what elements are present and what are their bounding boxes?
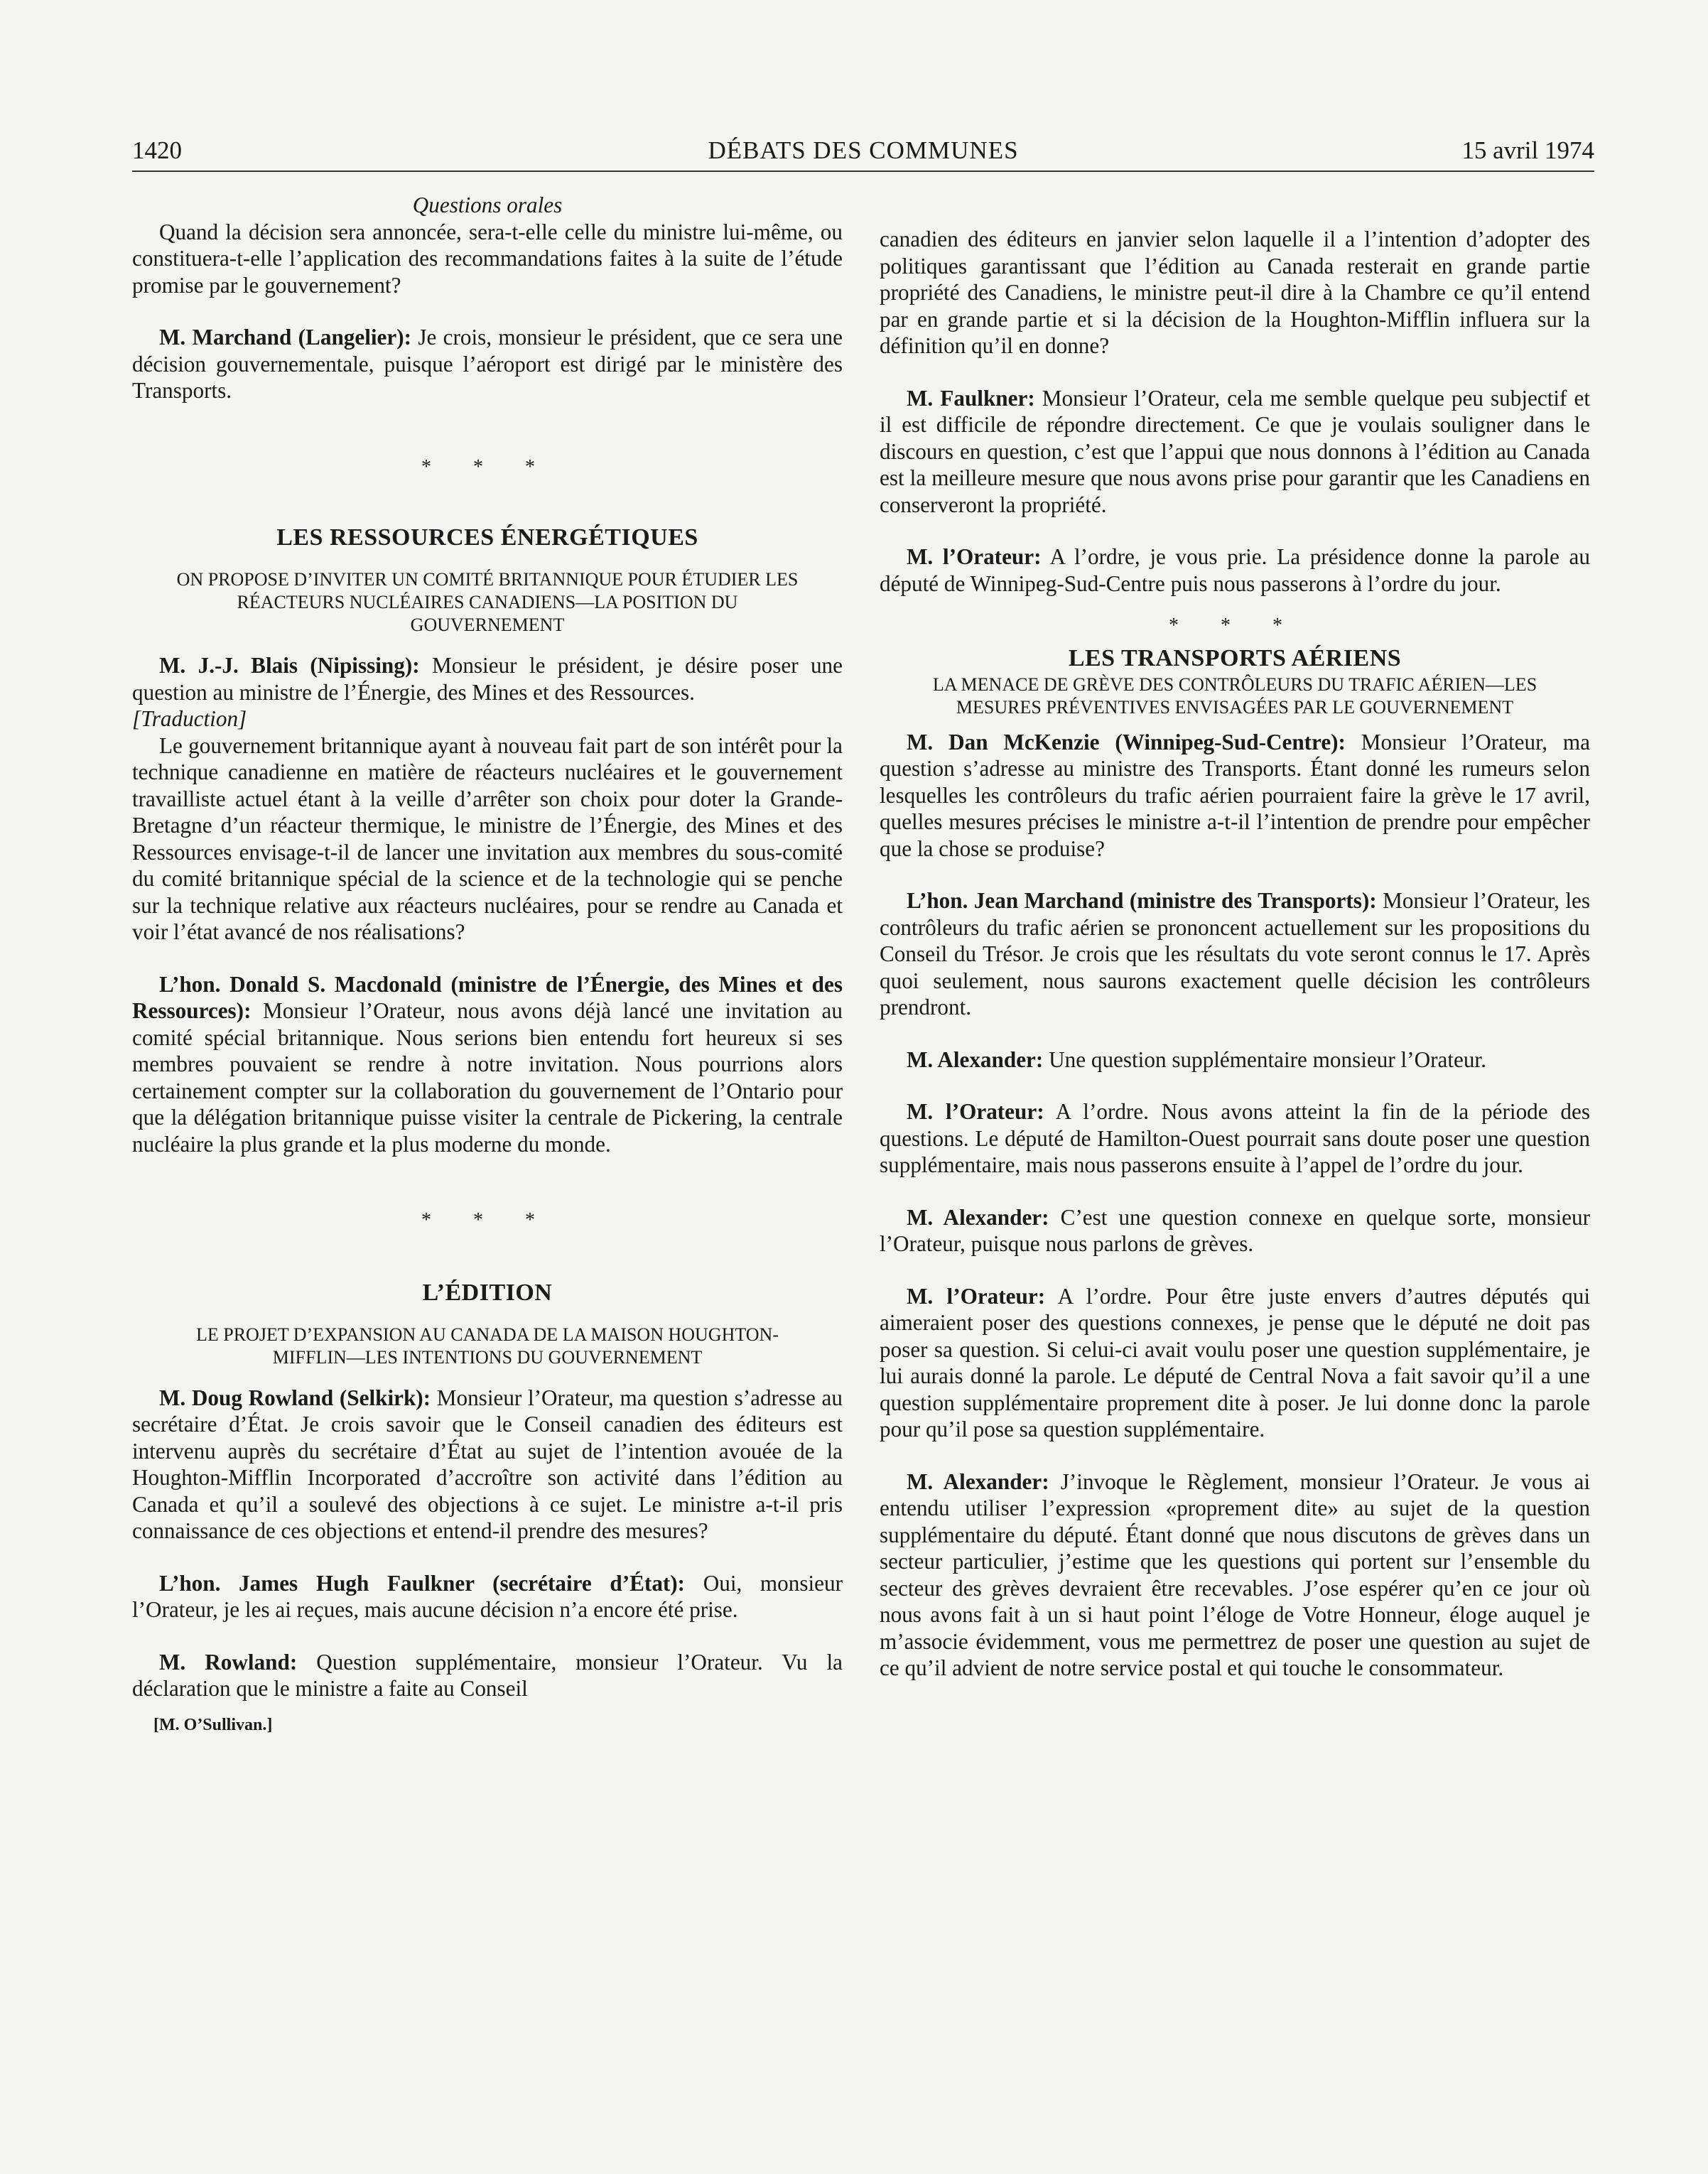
speaker-name: M. l’Orateur: [907, 1099, 1044, 1124]
speech-text: Monsieur l’Orateur, nous avons déjà lancé une invitation au comité spécial britannique. Nous serions bien entendu fort heureux si ses membres pouvaient se rendre à notre invitation. Nous pourrions alors certainement compter sur la collaboration du gouvernement de l’Ontario pour que la délégation britannique puisse visiter la centrale de Pickering, la centrale nucléaire la plus grande et la plus moderne du monde. [132, 998, 843, 1157]
paragraph: canadien des éditeurs en janvier selon laquelle il a l’intention d’adopter des politiques garantissant que l’édition au Canada resterait en grande partie propriété des Canadiens, le ministre peut-il dire à la Chambre ce qu’il entend par en grande partie et si la décision de la Houghton-Mifflin influera sur la définition qu’il en donne? [880, 227, 1590, 358]
speaker-name: M. Alexander: [907, 1469, 1049, 1494]
paragraph [132, 652, 843, 705]
speaker-name: M. Marchand (Langelier): [159, 325, 412, 350]
paragraph [880, 729, 1590, 862]
speaker-name: M. Doug Rowland (Selkirk): [159, 1385, 431, 1410]
speech-text: A l’ordre. Pour être juste envers d’autres députés qui aimeraient poser des questions connexes, je pense que le député ne doit pas poser sa question. Si celui-ci avait voulu poser une question supplémentaire, je lui aurais donné la parole. Le député de Central Nova a fait savoir qu’il a une question supplémentaire proprement dite à poser. Je lui donne donc la parole pour qu’il pose sa question supplémentaire. [880, 1283, 1590, 1442]
speech-text: Monsieur l’Orateur, ma question s’adresse au secrétaire d’État. Je crois savoir que le Conseil canadien des éditeurs est intervenu auprès du secrétaire d’État au sujet de l’intention avouée de la Houghton-Mifflin Incorporated d’accroître son activité dans l’édition au Canada et qu’il a soulevé des objections à ce sujet. Le ministre a-t-il pris connaissance de ces objections et entend-il prendre des mesures? [132, 1385, 843, 1543]
section-subheading: LE PROJET D’EXPANSION AU CANADA DE LA MAISON HOUGHTON-MIFFLIN—LES INTENTIONS DU GOUVERNEMENT [195, 1324, 779, 1368]
speech-text: Monsieur l’Orateur, ma question s’adresse au ministre des Transports. Étant donné les rumeurs selon lesquelles les contrôleurs du trafic aérien pourraient faire la grève le 17 avril, quelles mesures précises le ministre a-t-il l’intention de prendre pour empêcher que la chose se produise? [880, 729, 1591, 861]
paragraph [880, 385, 1590, 519]
section-separator: * * * [1169, 615, 1301, 637]
speaker-name: M. l’Orateur: [907, 1283, 1046, 1309]
speech-text: A l’ordre. Nous avons atteint la fin de la période des questions. Le député de Hamilton-Ouest pourrait sans doute poser une question supplémentaire, mais nous passerons ensuite à l’appel de l’ordre du jour. [880, 1099, 1590, 1177]
speaker-name: L’hon. James Hugh Faulkner (secrétaire d’État): [159, 1570, 686, 1596]
paragraph [880, 544, 1590, 597]
speaker-footnote: [M. O’Sullivan.] [153, 1715, 273, 1734]
section-heading: LES RESSOURCES ÉNERGÉTIQUES [276, 524, 698, 551]
paragraph [880, 1047, 1590, 1074]
section-subheading: ON PROPOSE D’INVITER UN COMITÉ BRITANNIQUE POUR ÉTUDIER LES RÉACTEURS NUCLÉAIRES CANADIENS—LA POSITION DU GOUVERNEMENT [176, 569, 799, 635]
speaker-name: M. Rowland: [159, 1649, 298, 1675]
paragraph [132, 1649, 843, 1702]
speech-text: Oui, monsieur l’Orateur, je les ai reçues, mais aucune décision n’a encore été prise. [132, 1570, 843, 1622]
paragraph [880, 1283, 1590, 1443]
paragraph: Quand la décision sera annoncée, sera-t-elle celle du ministre lui-même, ou constituera-t-elle l’application des recommandations faites à la suite de l’étude promise par le gouvernement? [132, 219, 843, 298]
publication-title: DÉBATS DES COMMUNES [708, 136, 1019, 164]
speech-text: Monsieur l’Orateur, cela me semble quelque peu subjectif et il est difficile de répondre directement. Ce que je voulais souligner dans le discours en question, c’est que l’appui que nous donnons à l’édition au Canada est la meilleure mesure que nous avons prise pour garantir que les Canadiens en conserveront la propriété. [880, 385, 1590, 517]
speech-text: C’est une question connexe en quelque sorte, monsieur l’Orateur, puisque nous parlons de grèves. [880, 1204, 1590, 1256]
section-separator: * * * [421, 455, 553, 478]
speaker-name: L’hon. Jean Marchand (ministre des Transports): [907, 888, 1377, 913]
paragraph [132, 1385, 843, 1545]
paragraph [880, 1204, 1590, 1258]
paragraph [132, 324, 843, 404]
speaker-name: M. Alexander: [907, 1047, 1044, 1072]
speech-text: Je crois, monsieur le président, que ce sera une décision gouvernementale, puisque l’aéroport est dirigé par le ministère des Transports. [132, 325, 843, 403]
speech-text: Monsieur le président, je désire poser une question au ministre de l’Énergie, des Mines et des Ressources. [132, 653, 843, 705]
paragraph [132, 971, 843, 1158]
paragraph [880, 1098, 1590, 1179]
translation-note: [Traduction] [132, 706, 247, 731]
speech-text: J’invoque le Règlement, monsieur l’Orateur. Je vous ai entendu utiliser l’expression «proprement dite» au sujet de la question supplémentaire du député. Étant donné que nous discutons de grèves dans un secteur particulier, j’estime que les questions qui portent sur l’ensemble du secteur des grèves devraient être recevables. J’ose espérer qu’en ce jour où nous avons fait à un si haut point l’éloge de Votre Honneur, éloge auquel je m’associe évidemment, vous me permettrez de poser une question au sujet de ce qu’il advient de notre service postal et qui touche le consommateur. [880, 1469, 1590, 1680]
page-number: 1420 [132, 136, 182, 164]
page-header [132, 136, 1594, 172]
paragraph [132, 1570, 843, 1623]
right-column [880, 226, 1590, 1682]
speaker-name: M. J.-J. Blais (Nipissing): [159, 653, 420, 678]
speech-text: Une question supplémentaire monsieur l’Orateur. [1043, 1047, 1486, 1072]
section-label: Questions orales [412, 193, 563, 217]
section-subheading: LA MENACE DE GRÈVE DES CONTRÔLEURS DU TRAFIC AÉRIEN—LES MESURES PRÉVENTIVES ENVISAGÉES PAR LE GOUVERNEMENT [932, 674, 1537, 718]
section-heading: LES TRANSPORTS AÉRIENS [1068, 644, 1402, 671]
speaker-name: M. Dan McKenzie (Winnipeg-Sud-Centre): [907, 729, 1346, 755]
speaker-name: L’hon. Donald S. Macdonald (ministre de l’Énergie, des Mines et des Ressources): [132, 971, 843, 1023]
paragraph: Le gouvernement britannique ayant à nouveau fait part de son intérêt pour la technique canadienne en matière de réacteurs nucléaires et le gouvernement travailliste actuel étant à la veille d’arrêter son choix pour doter la Grande-Bretagne d’un réacteur thermique, le ministre de l’Énergie, des Mines et des Ressources envisage-t-il de lancer une invitation aux membres du sous-comité du comité britannique spécial de la science et de la technologie qui se penche sur la technique relative aux réacteurs nucléaires, pour se rendre au Canada et voir l’état avancé de nos réalisations? [132, 732, 843, 944]
speech-text: Question supplémentaire, monsieur l’Orateur. Vu la déclaration que le ministre a faite au Conseil [132, 1649, 843, 1701]
header-rule [132, 171, 1594, 172]
speaker-name: M. Faulkner: [907, 385, 1035, 411]
speaker-name: M. Alexander: [907, 1204, 1049, 1230]
speech-text: Monsieur l’Orateur, les contrôleurs du trafic aérien se prononcent actuellement sur les propositions du Conseil du Trésor. Je crois que les résultats du vote seront connus le 17. Après quoi seulement, nous saurons exactement quelle décision les contrôleurs prendront. [880, 888, 1591, 1020]
paragraph [880, 1469, 1590, 1682]
section-separator: * * * [421, 1209, 553, 1231]
publication-date: 15 avril 1974 [1461, 136, 1594, 164]
section-heading: L’ÉDITION [422, 1279, 553, 1306]
speaker-name: M. l’Orateur: [907, 544, 1042, 569]
left-column [132, 192, 843, 1738]
speech-text: A l’ordre, je vous prie. La présidence donne la parole au député de Winnipeg-Sud-Centre puis nous passerons à l’ordre du jour. [880, 544, 1590, 596]
paragraph [880, 887, 1590, 1021]
